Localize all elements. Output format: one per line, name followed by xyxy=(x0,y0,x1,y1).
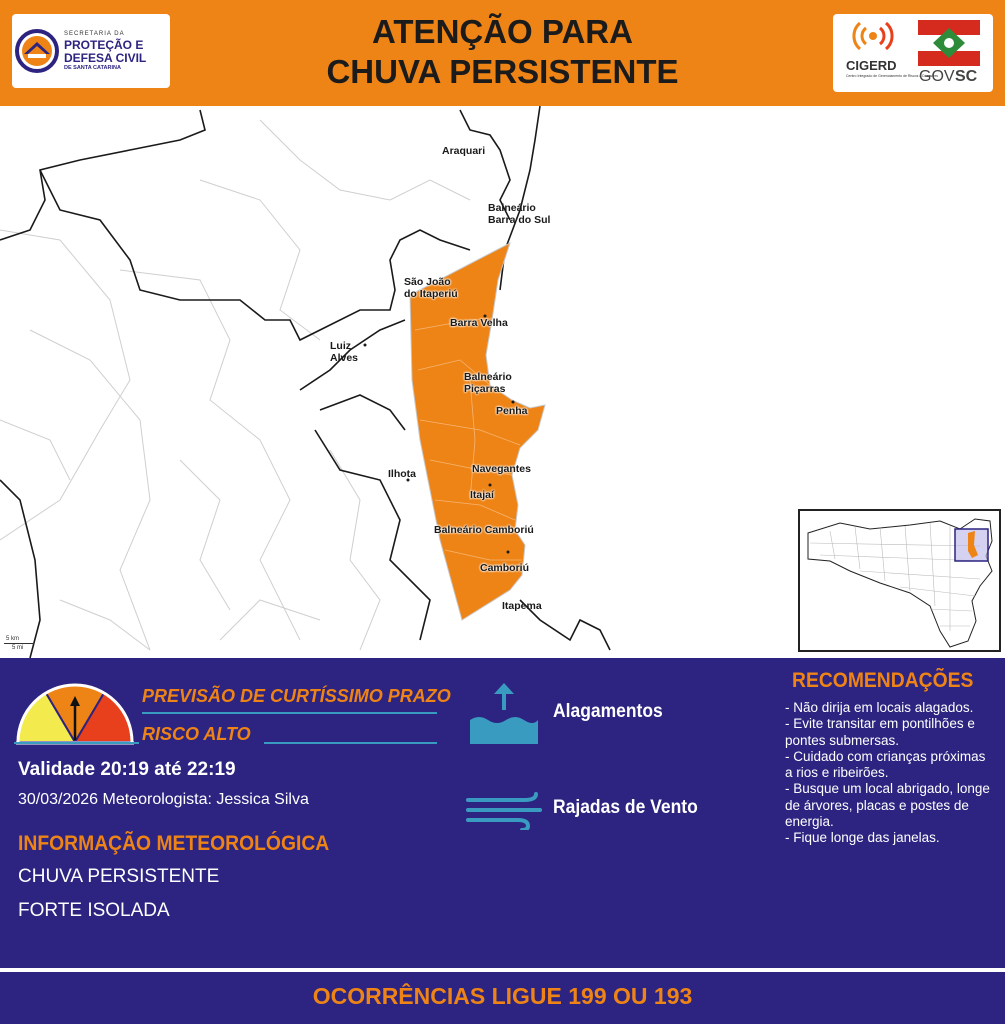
city-label: Barra Velha xyxy=(450,317,508,329)
footer-divider xyxy=(0,968,1005,972)
city-label: Luiz Alves xyxy=(330,340,359,364)
city-label: Balneário Camboriú xyxy=(434,524,534,536)
cigerd-sublabel: Centro Integrado de Gerenciamento de Riscos e Desastres xyxy=(846,74,939,78)
emergency-numbers: OCORRÊNCIAS LIGUE 199 OU 193 xyxy=(312,983,693,1009)
recommendation-item: - Não dirija em locais alagados. xyxy=(785,700,974,715)
city-label: Araquari xyxy=(442,145,486,157)
title-line-2: CHUVA PERSISTENTE xyxy=(326,53,679,90)
city-label: Ilhota xyxy=(388,468,416,480)
recommendation-item: - Busque um local abrigado, longe de árvores, placas e postes de energia. xyxy=(785,781,990,830)
title-line-1: ATENÇÃO PARA xyxy=(372,13,633,50)
recommendation-item: - Fique longe das janelas. xyxy=(785,830,940,846)
recommendations-title: RECOMENDAÇÕES xyxy=(792,669,974,692)
defesa-civil-logo xyxy=(12,14,170,88)
info-line: CHUVA PERSISTENTE xyxy=(18,866,220,887)
info-line: FORTE ISOLADA xyxy=(18,900,170,921)
city-label: Itajaí xyxy=(470,489,494,501)
recommendation-item: - Cuidado com crianças próximas a rios e ribeirões. xyxy=(785,748,986,781)
divider-line xyxy=(264,742,437,744)
divider-line xyxy=(142,712,437,714)
city-label: Penha xyxy=(496,405,528,417)
info-title: INFORMAÇÃO METEOROLÓGICA xyxy=(18,832,330,855)
logo-line3: DEFESA CIVIL xyxy=(64,51,147,65)
scale-km: 5 km xyxy=(6,636,20,642)
city-label: Balneário Piçarras xyxy=(464,371,512,395)
forecast-type: PREVISÃO DE CURTÍSSIMO PRAZO xyxy=(142,686,451,706)
risk-gauge-icon xyxy=(14,680,136,746)
validity-time: Validade 20:19 até 22:19 xyxy=(18,759,236,780)
hazard-label: Alagamentos xyxy=(553,701,663,722)
city-label: Itapema xyxy=(502,600,542,612)
cigerd-label: CIGERD xyxy=(846,58,897,73)
logo-line1: SECRETARIA DA xyxy=(64,31,125,37)
date-meteorologist: 30/03/2026 Meteorologista: Jessica Silva xyxy=(18,791,309,808)
government-logos xyxy=(833,14,993,92)
santa-catarina-map-icon xyxy=(800,511,999,650)
hazard-label: Rajadas de Vento xyxy=(553,797,698,818)
flood-icon xyxy=(468,680,540,746)
scale-mi: 5 mi xyxy=(12,645,24,651)
gov-suffix: SC xyxy=(955,68,978,85)
divider-line xyxy=(14,742,139,744)
city-label: Navegantes xyxy=(472,463,531,475)
wind-icon xyxy=(466,790,546,830)
gov-prefix: GOV xyxy=(919,68,955,85)
logo-line4: DE SANTA CATARINA xyxy=(64,65,121,71)
state-locator-inset xyxy=(798,509,1001,652)
map-scale xyxy=(4,636,44,656)
city-label: São João do Itaperiú xyxy=(404,276,458,300)
recommendations-list xyxy=(785,700,990,847)
recommendation-item: - Evite transitar em pontilhões e pontes submersas. xyxy=(785,716,975,748)
logo-line2: PROTEÇÃO E xyxy=(64,38,144,52)
risk-level: RISCO ALTO xyxy=(142,724,251,744)
city-label: Balneário Barra do Sul xyxy=(488,202,551,226)
city-label: Camboriú xyxy=(480,562,530,574)
page-title xyxy=(200,12,805,92)
header-bar xyxy=(0,0,1005,106)
